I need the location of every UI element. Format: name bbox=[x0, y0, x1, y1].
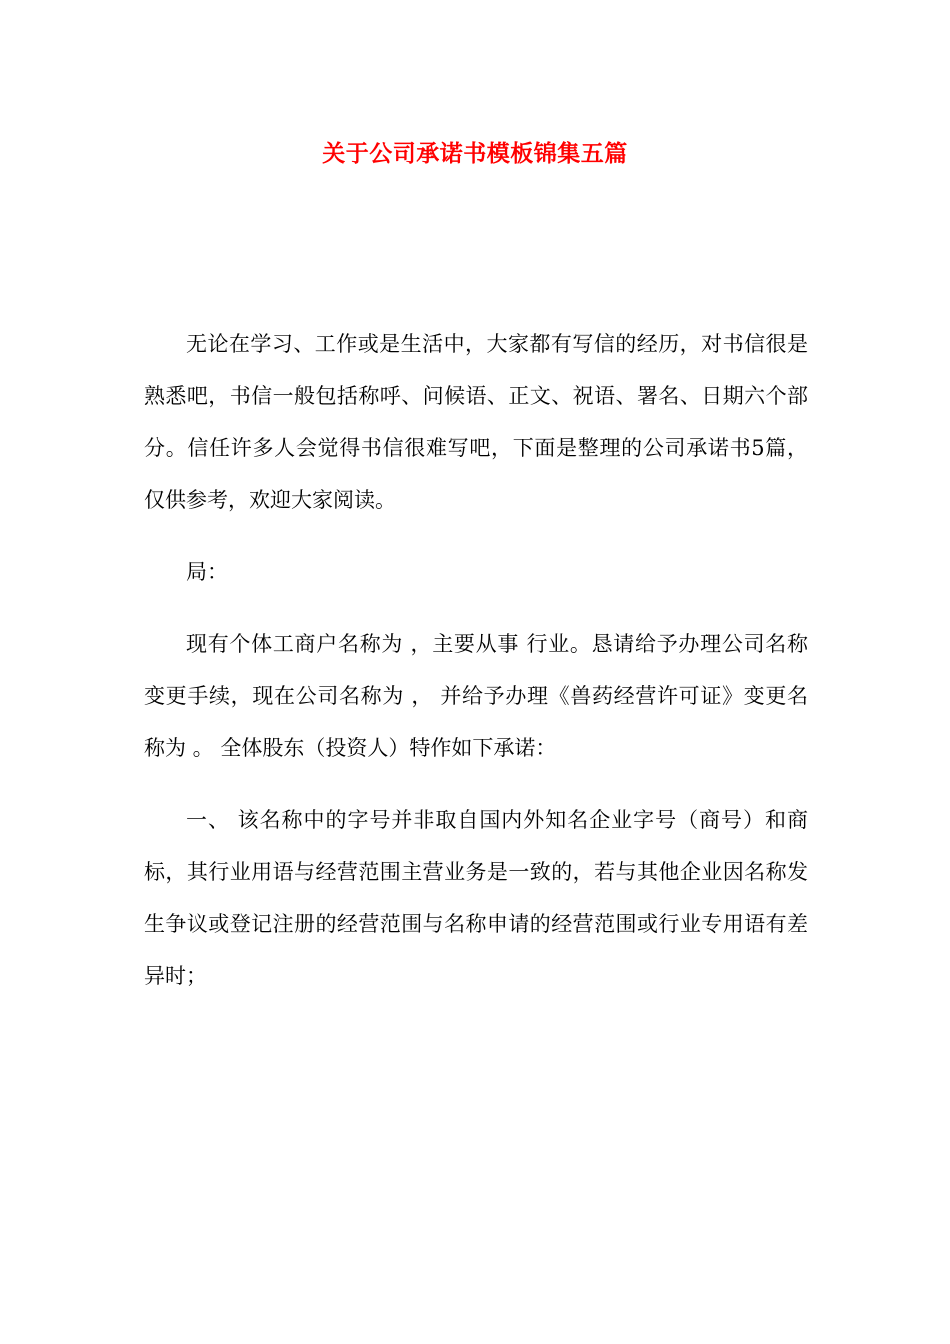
document-title: 关于公司承诺书模板锦集五篇 bbox=[322, 141, 628, 167]
document-body bbox=[144, 318, 808, 1022]
paragraph-salutation: 局： bbox=[186, 560, 228, 584]
paragraph-request: 现有个体工商户名称为 ，主要从事 行业。恳请给予办理公司名称变更手续，现在公司名称为 ， 并给予办理《兽药经营许可证》变更名称为 。 全体股东（投资人）特作如下承诺： bbox=[144, 632, 808, 760]
paragraph-intro: 无论在学习、工作或是生活中，大家都有写信的经历，对书信很是熟悉吧，书信一般包括称呼、问候语、正文、祝语、署名、日期六个部分。信任许多人会觉得书信很难写吧，下面是整理的公司承诺书5篇，仅供参考，欢迎大家阅读。 bbox=[144, 332, 808, 512]
paragraph-commitment-1: 一、 该名称中的字号并非取自国内外知名企业字号（商号）和商标，其行业用语与经营范围主营业务是一致的，若与其他企业因名称发生争议或登记注册的经营范围与名称申请的经营范围或行业专用语有差异时； bbox=[144, 808, 808, 988]
